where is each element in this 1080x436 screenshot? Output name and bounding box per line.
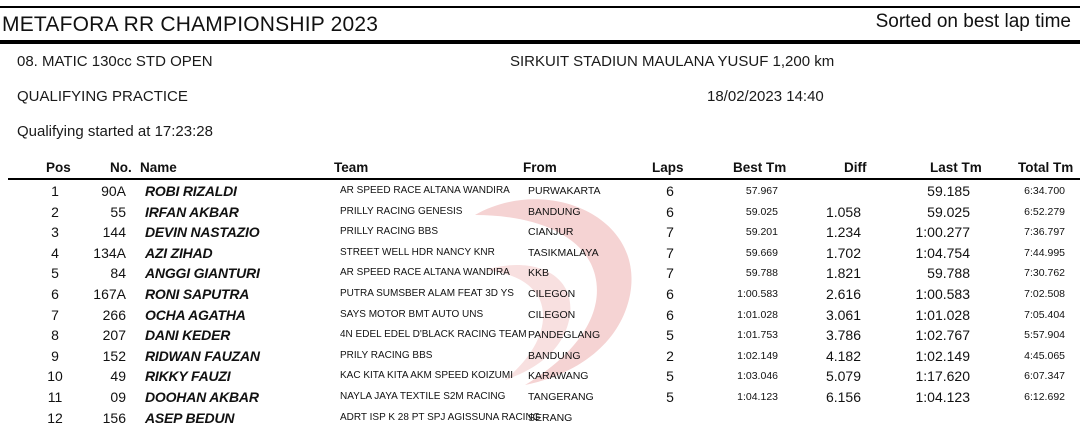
cell-team: KAC KITA KITA AKM SPEED KOIZUMI (340, 370, 514, 382)
cell-best: 1:04.123 (737, 391, 778, 403)
table-row (0, 346, 1080, 366)
cell-diff: 2.616 (825, 286, 861, 302)
cell-last: 59.788 (927, 265, 970, 282)
table-row (0, 284, 1080, 304)
col-header-from: From (523, 160, 557, 175)
cell-diff: 1.702 (825, 244, 861, 261)
cell-team: ADRT ISP K 28 PT SPJ AGISSUNA RACING (340, 411, 541, 423)
cell-total: 7:44.995 (1024, 246, 1065, 259)
cell-from: TANGERANG (528, 391, 594, 403)
col-header-total: Total Tm (1018, 160, 1074, 175)
table-row (0, 366, 1080, 386)
cell-no: 152 (102, 347, 126, 364)
circuit-name: SIRKUIT STADIUN MAULANA YUSUF 1,200 km (510, 53, 835, 70)
col-header-name: Name (140, 160, 177, 175)
cell-last: 1:01.028 (915, 306, 970, 323)
cell-name: IRFAN AKBAR (145, 203, 239, 220)
col-header-best: Best Tm (733, 160, 787, 175)
table-row (0, 263, 1080, 283)
cell-from: KKB (528, 267, 550, 280)
table-row (0, 181, 1080, 201)
cell-diff: 1.821 (825, 265, 861, 282)
cell-laps: 6 (666, 286, 674, 302)
cell-diff: 3.061 (825, 306, 861, 323)
cell-name: DANI KEDER (145, 327, 231, 344)
col-header-last: Last Tm (930, 160, 982, 175)
cell-team: PRILY RACING BBS (340, 349, 433, 361)
cell-pos: 11 (47, 389, 63, 405)
col-header-diff: Diff (844, 160, 867, 175)
cell-pos: 12 (47, 409, 63, 426)
cell-last: 1:00.583 (915, 286, 970, 302)
cell-best: 59.025 (745, 205, 778, 218)
cell-from: CILEGON (528, 308, 576, 321)
cell-pos: 9 (51, 347, 59, 364)
cell-from: BANDUNG (528, 205, 581, 218)
cell-from: CILEGON (528, 288, 576, 300)
cell-no: 84 (110, 265, 126, 282)
cell-last: 1:02.767 (915, 327, 970, 344)
cell-name: RIDWAN FAUZAN (145, 347, 260, 364)
cell-no: 49 (110, 368, 126, 385)
cell-best: 59.788 (745, 267, 778, 280)
session-datetime: 18/02/2023 14:40 (707, 88, 824, 105)
cell-from: PANDEGLANG (528, 329, 601, 342)
cell-pos: 6 (51, 286, 59, 302)
cell-best: 1:00.583 (737, 288, 778, 300)
cell-diff: 1.058 (825, 203, 861, 220)
cell-laps: 5 (666, 327, 674, 344)
session-name: QUALIFYING PRACTICE (17, 88, 188, 105)
cell-pos: 4 (51, 244, 59, 261)
table-row (0, 408, 1080, 428)
cell-no: 144 (102, 224, 126, 241)
cell-total: 7:30.762 (1024, 267, 1065, 280)
cell-no: 55 (110, 203, 126, 220)
cell-team: 4N EDEL EDEL D'BLACK RACING TEAM (340, 329, 527, 341)
cell-best: 57.967 (745, 185, 778, 197)
cell-diff: 5.079 (825, 368, 861, 385)
cell-best: 59.669 (745, 246, 778, 259)
cell-from: BANDUNG (528, 349, 581, 362)
cell-name: OCHA AGATHA (145, 306, 246, 323)
header-rule (0, 40, 1080, 44)
cell-laps: 6 (666, 203, 674, 220)
cell-pos: 5 (51, 265, 59, 282)
cell-last: 1:04.754 (915, 244, 970, 261)
cell-team: PRILLY RACING GENESIS (340, 205, 463, 217)
table-row (0, 387, 1080, 407)
cell-best: 1:03.046 (737, 370, 778, 383)
cell-team: PUTRA SUMSBER ALAM FEAT 3D YS (340, 288, 514, 299)
cell-no: 266 (102, 306, 126, 323)
cell-team: SAYS MOTOR BMT AUTO UNS (340, 308, 484, 320)
cell-no: 156 (102, 409, 126, 426)
cell-pos: 3 (51, 224, 59, 241)
column-header-rule (8, 178, 1080, 180)
cell-name: ANGGI GIANTURI (145, 265, 260, 282)
cell-diff: 3.786 (825, 327, 861, 344)
cell-from: CIANJUR (528, 226, 574, 239)
cell-no: 207 (102, 327, 126, 344)
sort-label: Sorted on best lap time (875, 11, 1071, 32)
cell-last: 1:04.123 (915, 389, 970, 405)
cell-total: 7:05.404 (1024, 308, 1065, 321)
top-rule (0, 6, 1080, 8)
cell-laps: 5 (666, 389, 674, 405)
cell-from: KARAWANG (528, 370, 589, 383)
cell-last: 1:00.277 (915, 224, 970, 241)
cell-total: 6:12.692 (1024, 391, 1065, 403)
cell-pos: 8 (51, 327, 59, 344)
cell-best: 1:02.149 (737, 349, 778, 362)
cell-total: 4:45.065 (1024, 349, 1065, 362)
cell-from: PURWAKARTA (528, 185, 601, 197)
start-time: Qualifying started at 17:23:28 (17, 123, 213, 140)
cell-name: RIKKY FAUZI (145, 368, 231, 385)
col-header-pos: Pos (46, 160, 71, 175)
cell-name: ASEP BEDUN (145, 409, 235, 426)
cell-diff: 6.156 (825, 389, 861, 405)
cell-laps: 7 (666, 244, 674, 261)
cell-total: 6:34.700 (1024, 185, 1065, 197)
cell-laps: 2 (666, 347, 674, 364)
cell-total: 5:57.904 (1024, 329, 1065, 342)
table-row (0, 222, 1080, 242)
cell-pos: 1 (51, 183, 59, 199)
class-name: 08. MATIC 130cc STD OPEN (17, 53, 213, 70)
table-row (0, 305, 1080, 325)
cell-name: DEVIN NASTAZIO (145, 224, 260, 241)
cell-no: 167A (93, 286, 126, 302)
cell-total: 7:02.508 (1024, 288, 1065, 300)
cell-name: AZI ZIHAD (145, 244, 213, 261)
cell-laps: 5 (666, 368, 674, 385)
table-row (0, 325, 1080, 345)
cell-laps: 6 (666, 183, 674, 199)
cell-laps: 7 (666, 224, 674, 241)
cell-no: 09 (110, 389, 126, 405)
cell-name: ROBI RIZALDI (145, 183, 237, 199)
cell-team: STREET WELL HDR NANCY KNR (340, 246, 495, 258)
table-row (0, 243, 1080, 263)
cell-last: 59.185 (927, 183, 970, 199)
cell-team: PRILLY RACING BBS (340, 226, 438, 238)
cell-team: AR SPEED RACE ALTANA WANDIRA (340, 185, 510, 196)
cell-best: 59.201 (745, 226, 778, 239)
cell-best: 1:01.028 (737, 308, 778, 321)
col-header-no: No. (110, 160, 132, 175)
table-row (0, 202, 1080, 222)
cell-team: NAYLA JAYA TEXTILE S2M RACING (340, 391, 506, 402)
cell-total: 6:07.347 (1024, 370, 1065, 383)
cell-diff: 1.234 (825, 224, 861, 241)
cell-pos: 2 (51, 203, 59, 220)
cell-team: AR SPEED RACE ALTANA WANDIRA (340, 267, 510, 279)
cell-last: 1:02.149 (915, 347, 970, 364)
cell-last: 1:17.620 (915, 368, 970, 385)
col-header-team: Team (334, 160, 369, 175)
cell-laps: 6 (666, 306, 674, 323)
cell-last: 59.025 (927, 203, 970, 220)
cell-total: 6:52.279 (1024, 205, 1065, 218)
cell-pos: 10 (47, 368, 63, 385)
cell-total: 7:36.797 (1024, 226, 1065, 239)
cell-best: 1:01.753 (737, 329, 778, 342)
cell-laps: 7 (666, 265, 674, 282)
cell-from: TASIKMALAYA (528, 246, 599, 259)
page-title: METAFORA RR CHAMPIONSHIP 2023 (2, 13, 379, 36)
cell-no: 134A (93, 244, 126, 261)
cell-no: 90A (101, 183, 126, 199)
cell-name: DOOHAN AKBAR (145, 389, 259, 405)
cell-from: SERANG (528, 411, 573, 424)
cell-pos: 7 (51, 306, 59, 323)
col-header-laps: Laps (652, 160, 684, 175)
cell-name: RONI SAPUTRA (145, 286, 250, 302)
cell-diff: 4.182 (825, 347, 861, 364)
